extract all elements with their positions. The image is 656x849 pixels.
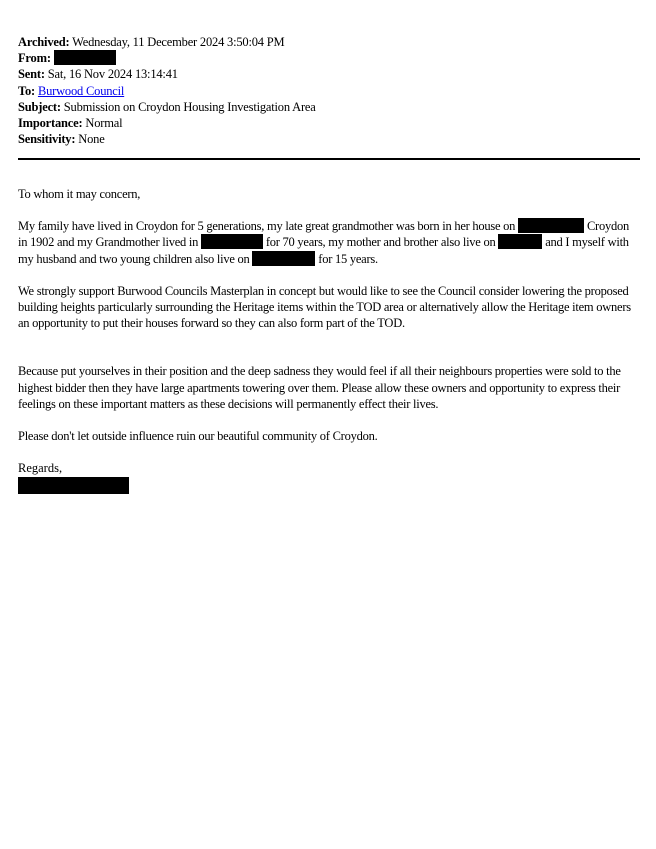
redaction-box: [54, 50, 116, 65]
sensitivity-label: Sensitivity:: [18, 132, 76, 147]
subject-line: [18, 99, 640, 115]
spacer: [18, 347, 640, 363]
archived-line: [18, 34, 640, 50]
subject-value: Submission on Croydon Housing Investigation Area: [63, 99, 316, 114]
paragraph-family: [18, 218, 640, 267]
sensitivity-value: None: [78, 132, 105, 147]
sensitivity-line: [18, 131, 640, 147]
importance-label: Importance:: [18, 116, 83, 131]
signature-redaction-box: [18, 477, 129, 494]
body-text: Croydon in 1902 and my Grandmother lived in: [18, 219, 629, 250]
importance-line: [18, 115, 640, 131]
sent-line: [18, 66, 640, 82]
header-divider: [18, 158, 640, 160]
sent-label: Sent:: [18, 67, 45, 82]
importance-value: Normal: [85, 116, 123, 131]
paragraph-request: Please don't let outside influence ruin our beautiful community of Croydon.: [18, 429, 378, 444]
from-label: From:: [18, 51, 51, 66]
to-line: [18, 83, 640, 99]
subject-label: Subject:: [18, 99, 61, 114]
signoff: [18, 460, 640, 494]
from-line: [18, 50, 640, 66]
email-page: [18, 34, 640, 476]
to-recipient-link[interactable]: Burwood Council: [37, 83, 125, 98]
redaction-box: [201, 234, 263, 249]
sent-value: Sat, 16 Nov 2024 13:14:41: [47, 67, 178, 82]
redaction-box: [518, 218, 584, 233]
redaction-box: [498, 234, 542, 249]
body-text: and I myself with my husband and two young children also live on: [18, 235, 629, 266]
body-text: for 70 years, my mother and brother also live on: [265, 235, 496, 250]
greeting: To whom it may concern,: [18, 187, 141, 201]
archived-value: Wednesday, 11 December 2024 3:50:04 PM: [72, 35, 285, 49]
to-label: To:: [18, 83, 36, 98]
archived-label: Archived:: [18, 35, 70, 49]
redaction-box: [252, 251, 315, 266]
body-text: for 15 years.: [318, 251, 378, 266]
paragraph-support: We strongly support Burwood Councils Masterplan in concept but would like to see the Council consider lowering the proposed building heights particularly surrounding the Heritage items within the TOD area or alternatively allow the Heritage item owners an opportunity to put their houses forward so they can also form part of the TOD.: [18, 283, 631, 331]
email-body: [18, 186, 640, 494]
paragraph-concern: Because put yourselves in their position and the deep sadness they would feel if all their neighbours properties were sold to the highest bidder then they have large apartments towering over them. Please allow these owners and opportunity to express their feelings on these important matters as these decisions will permanently effect their lives.: [18, 364, 621, 411]
body-text: My family have lived in Croydon for 5 generations, my late great grandmother was born in her house on: [18, 219, 516, 234]
signoff-text: Regards,: [18, 461, 63, 476]
